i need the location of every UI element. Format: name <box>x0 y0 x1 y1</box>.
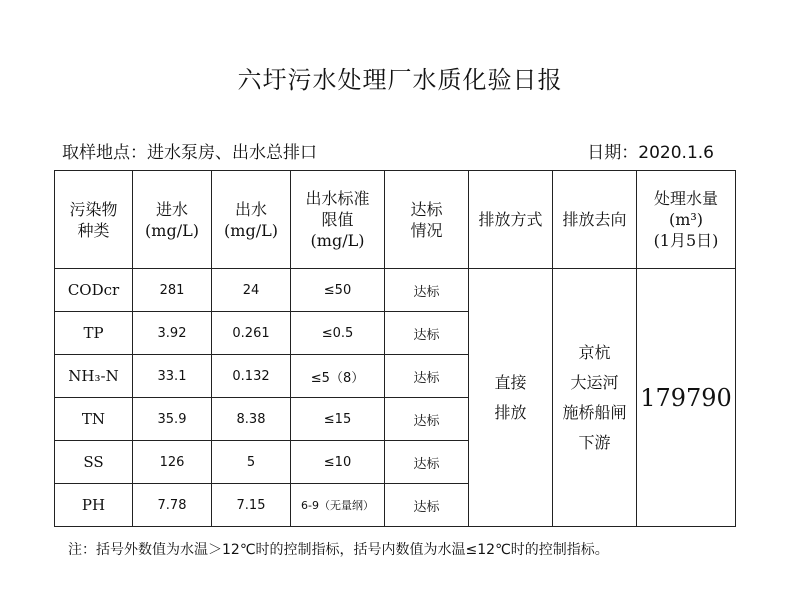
report-date: 日期：2020.1.6 <box>587 143 714 163</box>
effluent-cell: 7.15 <box>212 484 291 527</box>
water-quality-table <box>54 170 736 527</box>
limit-cell: ≤5（8） <box>291 355 385 398</box>
status-cell: 达标 <box>385 355 469 398</box>
discharge-method-cell: 直接 排放 <box>469 269 553 527</box>
table-header-row <box>55 171 736 269</box>
limit-cell: 6-9（无量纲） <box>291 484 385 527</box>
effluent-cell: 24 <box>212 269 291 312</box>
discharge-destination-cell: 京杭 大运河 施桥船闸 下游 <box>553 269 637 527</box>
sampling-location: 取样地点：进水泵房、出水总排口 <box>62 143 317 163</box>
pollutant-cell: PH <box>55 484 133 527</box>
limit-cell: ≤10 <box>291 441 385 484</box>
header-discharge-method: 排放方式 <box>469 171 553 269</box>
header-influent: 进水 (mg/L) <box>133 171 212 269</box>
pollutant-cell: CODcr <box>55 269 133 312</box>
status-cell: 达标 <box>385 398 469 441</box>
header-compliance: 达标 情况 <box>385 171 469 269</box>
influent-cell: 35.9 <box>133 398 212 441</box>
limit-cell: ≤0.5 <box>291 312 385 355</box>
pollutant-cell: TN <box>55 398 133 441</box>
status-cell: 达标 <box>385 441 469 484</box>
effluent-cell: 8.38 <box>212 398 291 441</box>
limit-cell: ≤50 <box>291 269 385 312</box>
effluent-cell: 0.132 <box>212 355 291 398</box>
status-cell: 达标 <box>385 484 469 527</box>
treated-volume-cell: 179790 <box>637 269 736 527</box>
influent-cell: 281 <box>133 269 212 312</box>
limit-cell: ≤15 <box>291 398 385 441</box>
footnote: 注：括号外数值为水温＞12℃时的控制指标，括号内数值为水温≤12℃时的控制指标。 <box>68 542 609 558</box>
influent-cell: 126 <box>133 441 212 484</box>
pollutant-cell: TP <box>55 312 133 355</box>
status-cell: 达标 <box>385 312 469 355</box>
status-cell: 达标 <box>385 269 469 312</box>
header-pollutant: 污染物 种类 <box>55 171 133 269</box>
header-discharge-destination: 排放去向 <box>553 171 637 269</box>
header-limit: 出水标准 限值 (mg/L) <box>291 171 385 269</box>
header-effluent: 出水 (mg/L) <box>212 171 291 269</box>
header-volume: 处理水量 (m³) (1月5日) <box>637 171 736 269</box>
effluent-cell: 5 <box>212 441 291 484</box>
influent-cell: 7.78 <box>133 484 212 527</box>
pollutant-cell: NH₃-N <box>55 355 133 398</box>
influent-cell: 3.92 <box>133 312 212 355</box>
influent-cell: 33.1 <box>133 355 212 398</box>
report-title: 六圩污水处理厂水质化验日报 <box>237 66 563 94</box>
pollutant-cell: SS <box>55 441 133 484</box>
table-row <box>55 269 736 312</box>
effluent-cell: 0.261 <box>212 312 291 355</box>
